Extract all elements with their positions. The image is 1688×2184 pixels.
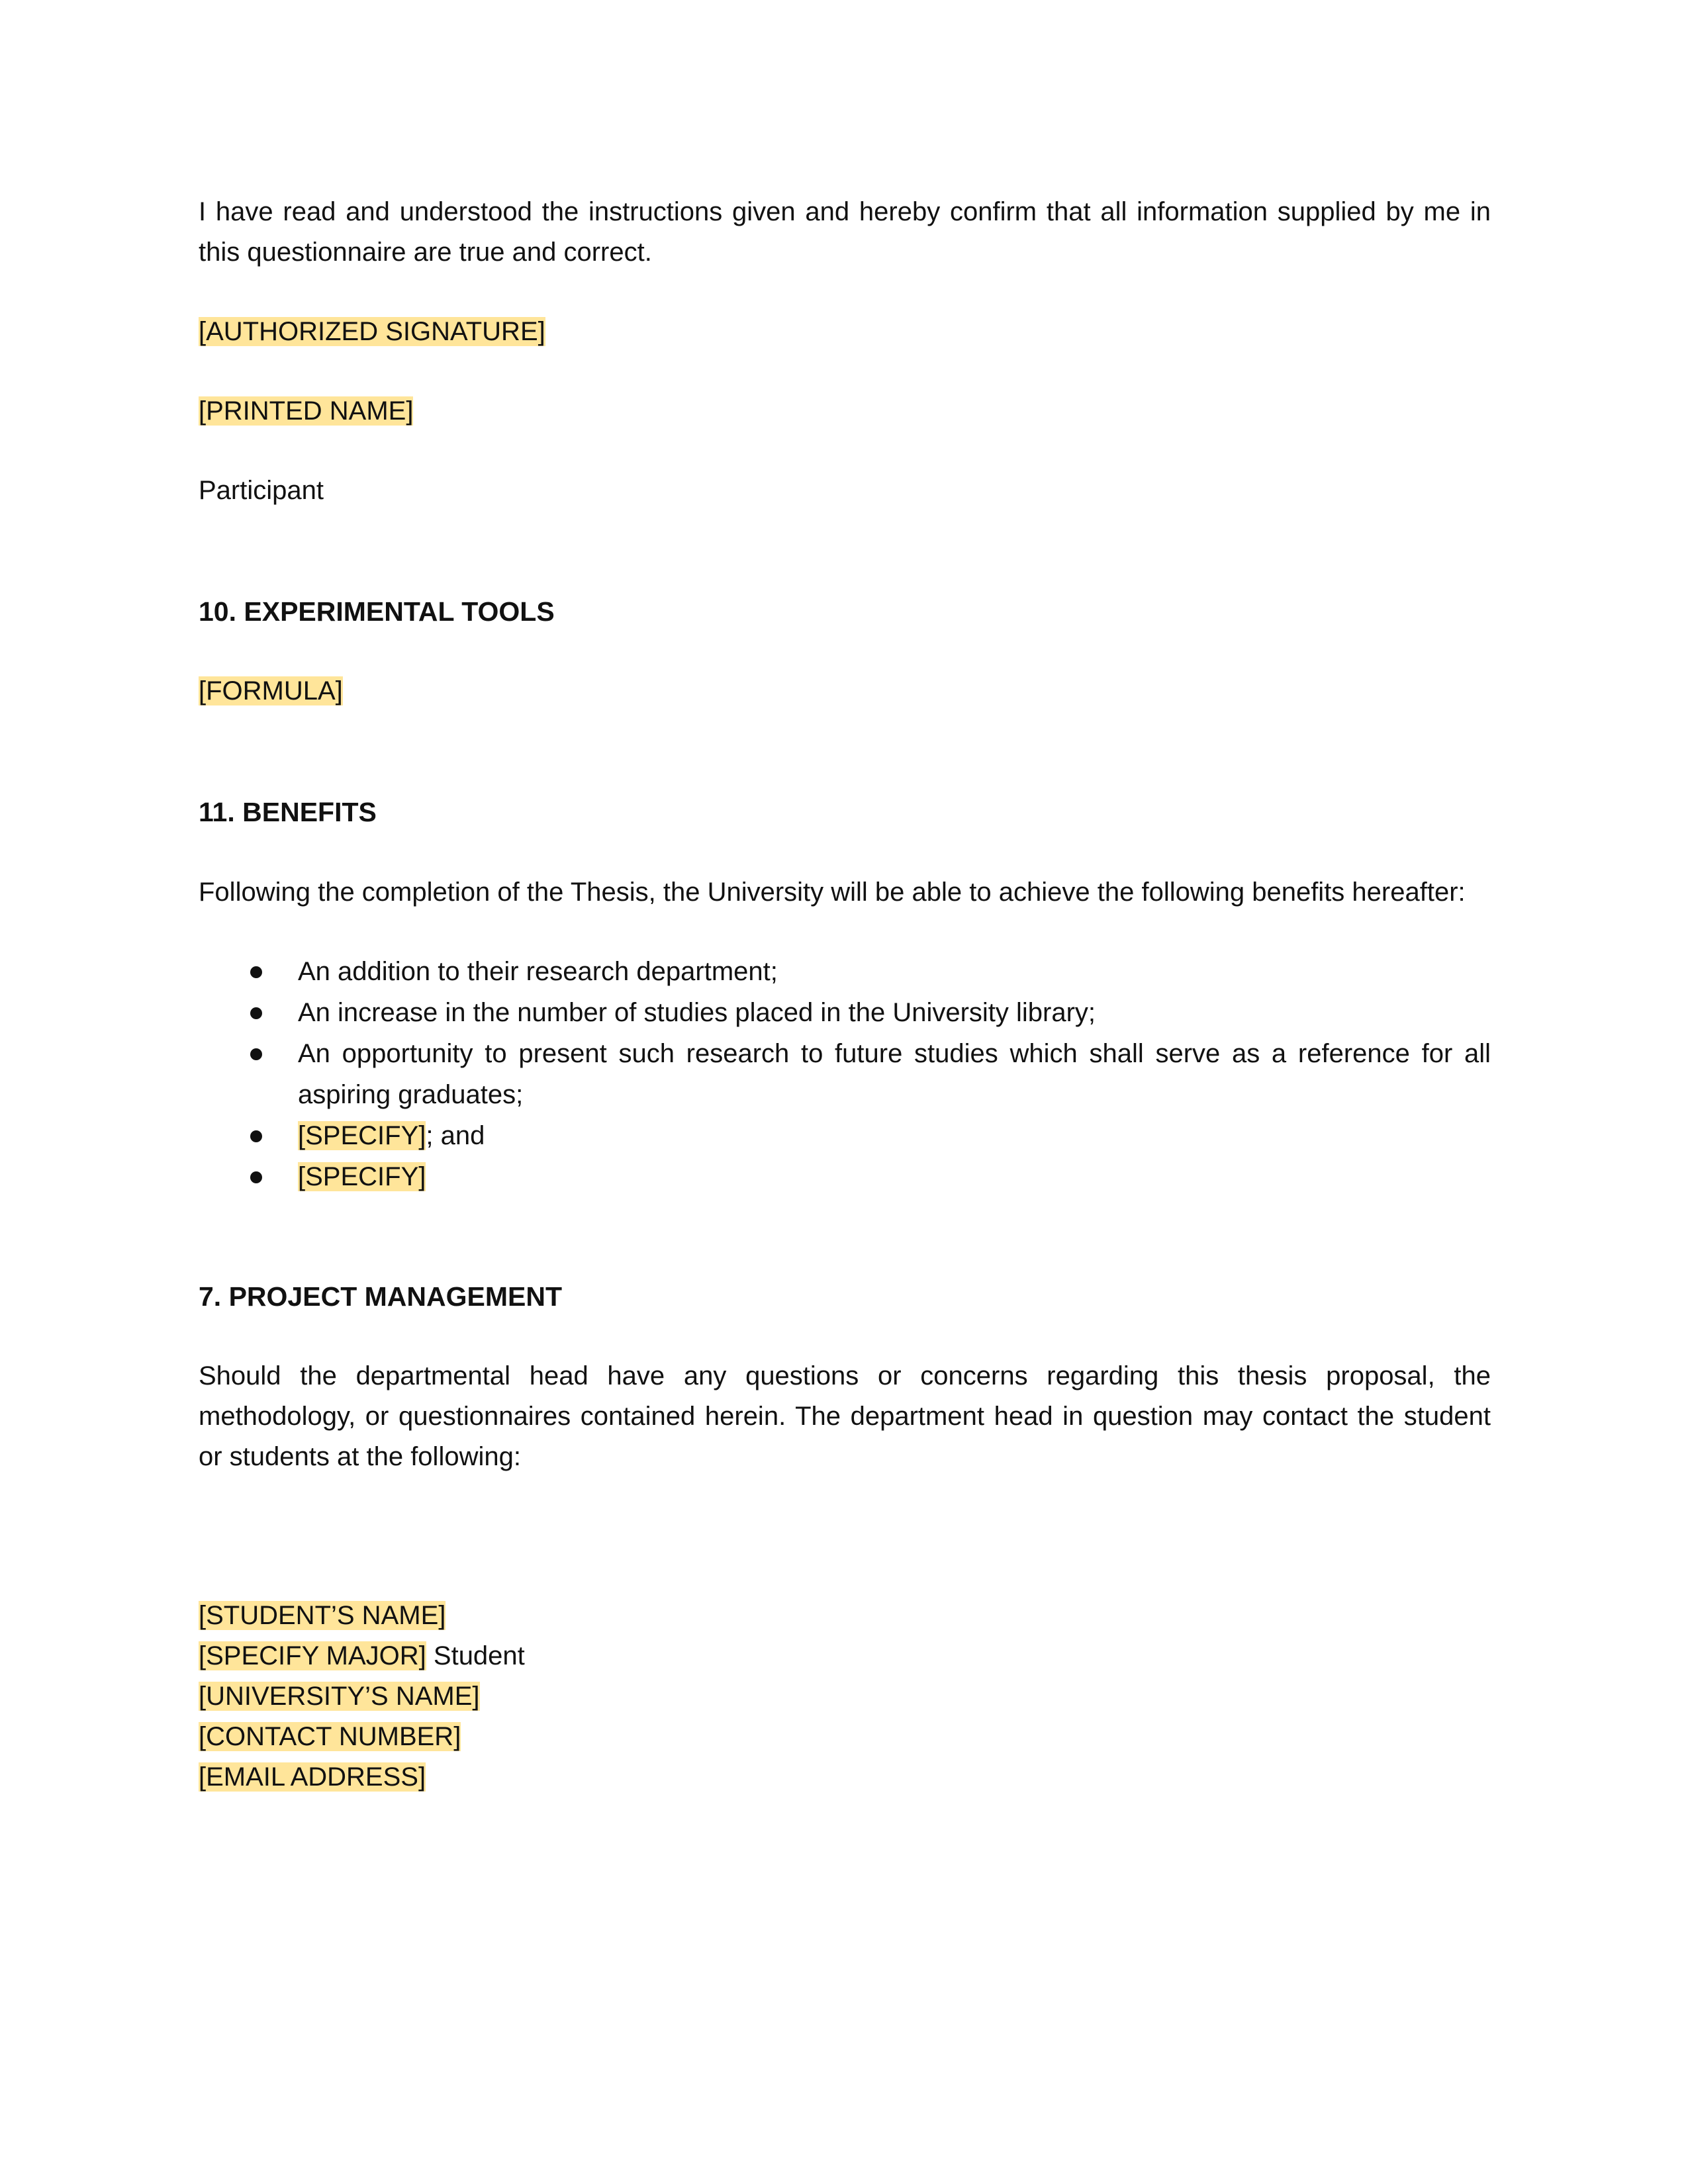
specify-placeholder: [SPECIFY]: [298, 1162, 426, 1191]
project-management-text: Should the departmental head have any questions or concerns regarding this thesis proposal, the methodology, or questionnaires contained herein. The department head in question may contact the student or students at the following:: [199, 1361, 1491, 1471]
contact-block: [199, 1596, 1491, 1797]
benefits-intro: Following the completion of the Thesis, the University will be able to achieve the following benefits hereafter:: [199, 878, 1466, 907]
section-heading-project-management: 7. PROJECT MANAGEMENT: [199, 1281, 562, 1312]
list-item: [199, 1156, 1491, 1197]
participant-label: Participant: [199, 476, 324, 505]
bullet-icon: [250, 1048, 262, 1060]
section-heading-benefits: 11. BENEFITS: [199, 797, 377, 827]
specify-placeholder: [SPECIFY]: [298, 1121, 426, 1150]
university-line: [199, 1676, 1491, 1717]
bullet-icon: [250, 1171, 262, 1183]
benefit-text: An increase in the number of studies placed in the University library;: [298, 998, 1096, 1027]
authorized-signature-placeholder: [AUTHORIZED SIGNATURE]: [199, 317, 545, 346]
email-address-placeholder: [EMAIL ADDRESS]: [199, 1762, 426, 1792]
list-item: [199, 1115, 1491, 1156]
major-placeholder: [SPECIFY MAJOR]: [199, 1641, 426, 1670]
section-heading-experimental-tools: 10. EXPERIMENTAL TOOLS: [199, 596, 555, 627]
signature-line: [199, 312, 1491, 352]
contact-number-line: [199, 1717, 1491, 1757]
student-name-line: [199, 1596, 1491, 1636]
major-suffix: Student: [426, 1641, 525, 1670]
printed-name-placeholder: [PRINTED NAME]: [199, 396, 414, 426]
university-name-placeholder: [UNIVERSITY’S NAME]: [199, 1682, 480, 1711]
benefit-text: An opportunity to present such research to future studies which shall serve as a reference for all aspiring graduates;: [298, 1039, 1491, 1109]
list-item: [199, 951, 1491, 992]
benefit-suffix: ; and: [426, 1121, 485, 1150]
printed-name-line: [199, 391, 1491, 432]
benefits-list: [199, 951, 1491, 1197]
formula-placeholder: [FORMULA]: [199, 676, 343, 705]
bullet-icon: [250, 1007, 262, 1019]
confirmation-text: I have read and understood the instructions given and hereby confirm that all information supplied by me in this questionnaire are true and correct.: [199, 197, 1491, 267]
list-item: [199, 992, 1491, 1033]
bullet-icon: [250, 966, 262, 978]
student-name-placeholder: [STUDENT’S NAME]: [199, 1601, 446, 1630]
email-line: [199, 1757, 1491, 1797]
contact-number-placeholder: [CONTACT NUMBER]: [199, 1722, 461, 1751]
formula-line: [199, 671, 1491, 711]
benefit-text: An addition to their research department;: [298, 957, 778, 986]
bullet-icon: [250, 1130, 262, 1142]
document-page: [199, 192, 1491, 1797]
list-item: [199, 1033, 1491, 1115]
major-line: [199, 1636, 1491, 1676]
